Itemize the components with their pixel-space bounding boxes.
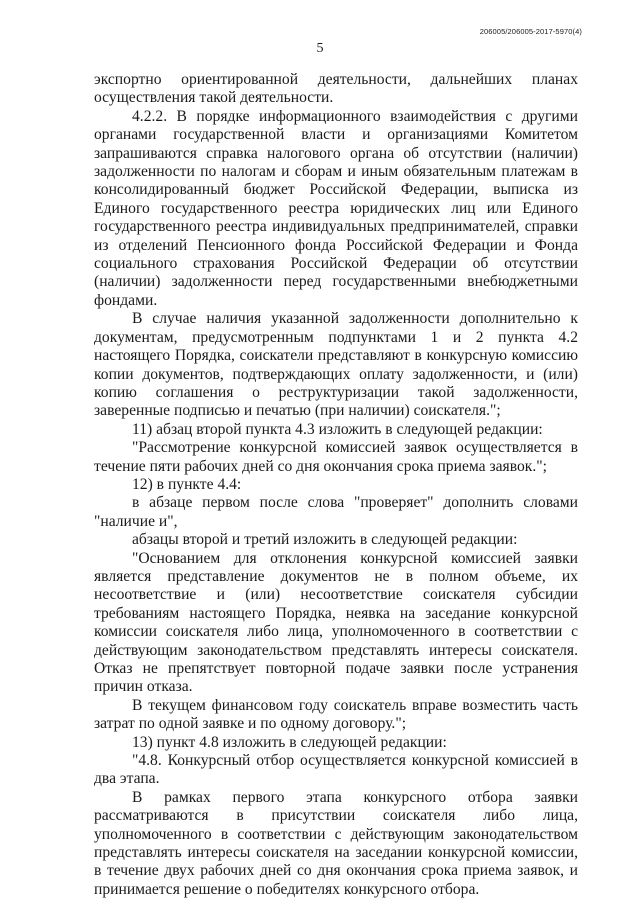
paragraph: В рамках первого этапа конкурсного отбора заявки рассматриваются в присутствии соискателя либо лица, уполномоченного в соответствии с действующим законодательством представлять интересы соискателя на заседании конкурсной комиссии, в течение двух рабочих дней со дня окончания срока приема заявок, и принимается решение о победителях конкурсного отбора. xyxy=(94,788,578,898)
document-body xyxy=(94,71,578,899)
paragraph: 4.2.2. В порядке информационного взаимодействия с другими органами государственной власти и организациями Комитетом запрашиваются справка налогового органа об отсутствии (наличии) задолженности по налогам и сборам и иным обязательным платежам в консолидированный бюджет Российской Федерации, выписка из Единого государственного реестра юридических лиц или Единого государственного реестра индивидуальных предпринимателей, справки из отделений Пенсионного фонда Российской Федерации и Фонда социального страхования Российской Федерации об отсутствии (наличии) задолженности перед государственными внебюджетными фондами. xyxy=(94,107,578,309)
page-number: 5 xyxy=(316,41,324,56)
document-id: 206005/206005-2017-5970(4) xyxy=(479,27,582,36)
paragraph: экспортно ориентированной деятельности, дальнейших планах осуществления такой деятельности. xyxy=(94,71,578,107)
paragraph: абзацы второй и третий изложить в следующей редакции: xyxy=(132,531,518,549)
paragraph: 11) абзац второй пункта 4.3 изложить в следующей редакции: xyxy=(132,420,543,438)
paragraph: "Основанием для отклонения конкурсной комиссией заявки является представление документов не в полном объеме, их несоответствие и (или) несоответствие соискателя субсидии требованиям настоящего Порядка, неявка на заседание конкурсной комиссии соискателя либо лица, уполномоченного в соответствии с действующим законодательством представлять интересы соискателя. Отказ не препятствует повторной подаче заявки после устранения причин отказа. xyxy=(94,549,578,696)
paragraph: В текущем финансовом году соискатель вправе возместить часть затрат по одной заявке и по одному договору."; xyxy=(94,696,578,733)
paragraph: 13) пункт 4.8 изложить в следующей редакции: xyxy=(132,733,447,751)
paragraph: В случае наличия указанной задолженности дополнительно к документам, предусмотренным подпунктами 1 и 2 пункта 4.2 настоящего Порядка, соискатели представляют в конкурсную комиссию копии документов, подтверждающих оплату задолженности, и (или) копию соглашения о реструктуризации такой задолженности, заверенные подписью и печатью (при наличии) соискателя."; xyxy=(94,310,578,420)
paragraph: "4.8. Конкурсный отбор осуществляется конкурсной комиссией в два этапа. xyxy=(94,752,578,788)
paragraph: 12) в пункте 4.4: xyxy=(132,475,242,493)
paragraph: в абзаце первом после слова "проверяет" дополнить словами "наличие и", xyxy=(94,494,578,530)
paragraph: "Рассмотрение конкурсной комиссией заявок осуществляется в течение пяти рабочих дней со дня окончания срока приема заявок."; xyxy=(94,439,578,475)
